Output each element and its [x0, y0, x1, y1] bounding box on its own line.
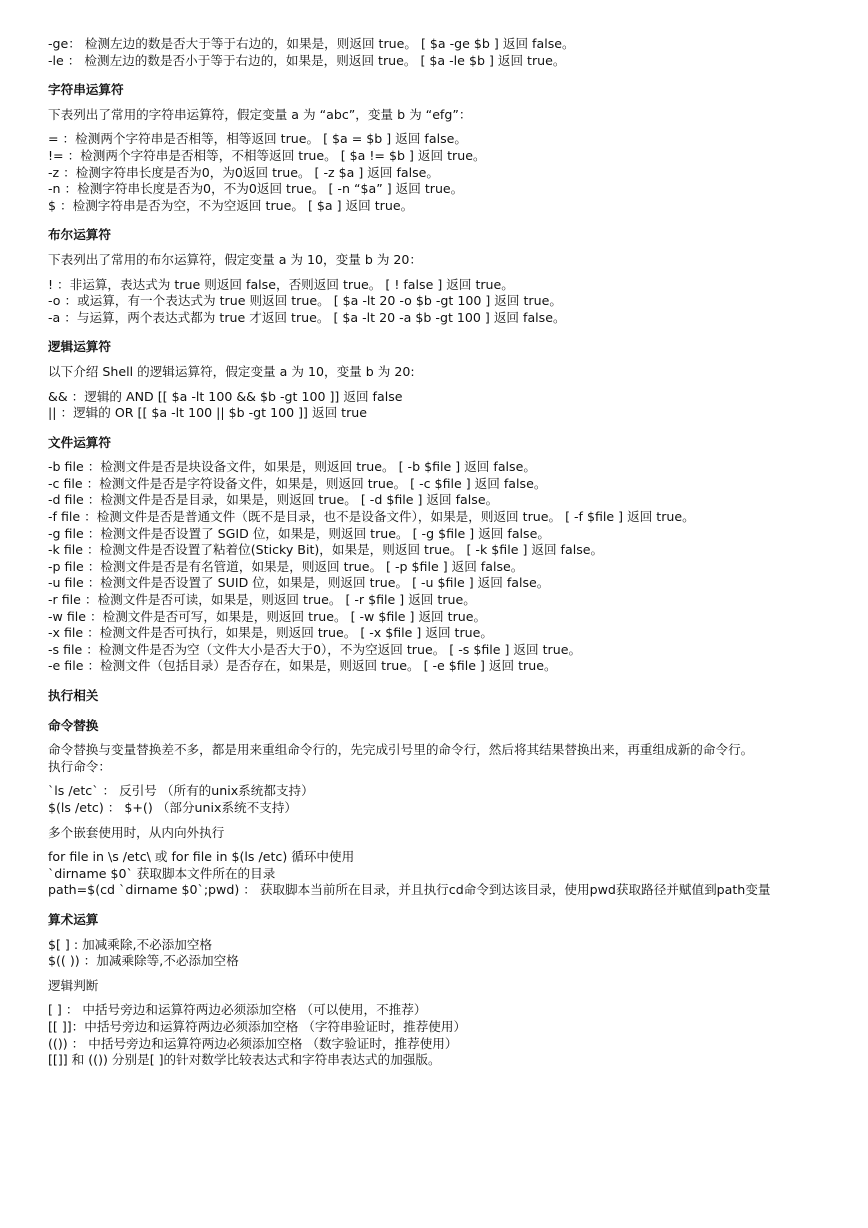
- list-item: `dirname $0` 获取脚本文件所在的目录: [48, 865, 276, 881]
- list-item: -e file ：检测文件（包括目录）是否存在，如果是，则返回 true。 [ -e $file ] 返回 true。: [48, 658, 557, 674]
- list-item: -x file ：检测文件是否可执行，如果是，则返回 true。 [ -x $file ] 返回 true。: [48, 625, 493, 641]
- list-item: -k file ：检测文件是否设置了粘着位(Sticky Bit)，如果是，则返回 true。 [ -k $file ] 返回 false。: [48, 542, 604, 558]
- list-item: || ：逻辑的 OR [[ $a -lt 100 || $b -gt 100 ]] 返回 true: [48, 405, 368, 421]
- list-item: (()) ： 中括号旁边和运算符两边必须添加空格 （数字验证时，推荐使用）: [48, 1035, 458, 1051]
- paragraph: 执行命令：: [48, 758, 111, 774]
- list-item: -w file ：检测文件是否可写，如果是，则返回 true。 [ -w $file ] 返回 true。: [48, 608, 487, 624]
- list-item: -f file ：检测文件是否是普通文件（既不是目录，也不是设备文件），如果是，则返回 true。 [ -f $file ] 返回 true。: [48, 509, 695, 525]
- list-item: [[]] 和 (()) 分别是[ ]的针对数学比较表达式和字符串表达式的加强版。: [48, 1052, 441, 1068]
- list-item: -c file ：检测文件是否是字符设备文件，如果是，则返回 true。 [ -c $file ] 返回 false。: [48, 475, 547, 491]
- section-intro: 下表列出了常用的字符串运算符，假定变量 a 为 “abc”，变量 b 为 “efg”：: [48, 106, 472, 122]
- list-item: -z ：检测字符串长度是否为0，为0返回 true。 [ -z $a ] 返回 false。: [48, 164, 440, 180]
- list-item: `ls /etc` ： 反引号 （所有的unix系统都支持）: [48, 783, 314, 799]
- list-item: ! ：非运算，表达式为 true 则返回 false，否则返回 true。 [ ! false ] 返回 true。: [48, 276, 514, 292]
- section-heading-file-ops: 文件运算符: [48, 434, 111, 450]
- section-heading-logic-ops: 逻辑运算符: [48, 339, 111, 355]
- list-item: $[ ] : 加减乘除,不必添加空格: [48, 936, 213, 952]
- section-heading-bool-ops: 布尔运算符: [48, 227, 111, 243]
- subsection-label-logic: 逻辑判断: [48, 977, 99, 993]
- list-item: && ：逻辑的 AND [[ $a -lt 100 && $b -gt 100 ]] 返回 false: [48, 388, 403, 404]
- list-item: [ ] ： 中括号旁边和运算符两边必须添加空格 （可以使用，不推荐）: [48, 1002, 427, 1018]
- document-page: [48, 36, 838, 1069]
- list-item: = ：检测两个字符串是否相等，相等返回 true。 [ $a = $b ] 返回 false。: [48, 131, 467, 147]
- section-heading-arith: 算术运算: [48, 911, 99, 927]
- list-item: -s file ：检测文件是否为空（文件大小是否大于0），不为空返回 true。 [ -s $file ] 返回 true。: [48, 641, 582, 657]
- list-item: -o ：或运算，有一个表达式为 true 则返回 true。 [ $a -lt 20 -o $b -gt 100 ] 返回 true。: [48, 293, 562, 309]
- list-item: $(( )) ：加减乘除等,不必添加空格: [48, 953, 239, 969]
- paragraph: 多个嵌套使用时，从内向外执行: [48, 824, 225, 840]
- section-heading-string-ops: 字符串运算符: [48, 82, 124, 98]
- list-item: -g file ：检测文件是否设置了 SGID 位，如果是，则返回 true。 [ -g $file ] 返回 false。: [48, 525, 550, 541]
- list-item: path=$(cd `dirname $0`;pwd) ： 获取脚本当前所在目录，并且执行cd命令到达该目录，使用pwd获取路径并赋值到path变量: [48, 882, 771, 898]
- list-item: $(ls /etc) ： $+() （部分unix系统不支持）: [48, 799, 298, 815]
- list-item: -b file ：检测文件是否是块设备文件，如果是，则返回 true。 [ -b $file ] 返回 false。: [48, 459, 536, 475]
- list-item: [[ ]]：中括号旁边和运算符两边必须添加空格 （字符串验证时，推荐使用）: [48, 1018, 467, 1034]
- list-item: -r file ：检测文件是否可读，如果是，则返回 true。 [ -r $file ] 返回 true。: [48, 592, 476, 608]
- section-intro: 以下介绍 Shell 的逻辑运算符，假定变量 a 为 10，变量 b 为 20:: [48, 363, 415, 379]
- list-item: -u file ：检测文件是否设置了 SUID 位，如果是，则返回 true。 [ -u $file ] 返回 false。: [48, 575, 550, 591]
- list-item: != ：检测两个字符串是否相等，不相等返回 true。 [ $a != $b ] 返回 true。: [48, 147, 486, 163]
- text-line: -le ： 检测左边的数是否小于等于右边的，如果是，则返回 true。 [ $a -le $b ] 返回 true。: [48, 52, 566, 68]
- subsection-heading-command-substitution: 命令替换: [48, 717, 99, 733]
- list-item: -n ：检测字符串长度是否为0，不为0返回 true。 [ -n “$a” ] 返回 true。: [48, 181, 464, 197]
- text-line: -ge： 检测左边的数是否大于等于右边的，如果是，则返回 true。 [ $a -ge $b ] 返回 false。: [48, 36, 575, 51]
- list-item: -p file ：检测文件是否是有名管道，如果是，则返回 true。 [ -p $file ] 返回 false。: [48, 558, 524, 574]
- list-item: for file in \s /etc\ 或 for file in $(ls /etc) 循环中使用: [48, 849, 355, 865]
- section-heading-exec: 执行相关: [48, 688, 99, 703]
- list-item: -a ：与运算，两个表达式都为 true 才返回 true。 [ $a -lt 20 -a $b -gt 100 ] 返回 false。: [48, 309, 566, 325]
- paragraph: 命令替换与变量替换差不多，都是用来重组命令行的，先完成引号里的命令行，然后将其结果替换出来，再重组成新的命令行。: [48, 742, 754, 758]
- list-item: -d file ：检测文件是否是目录，如果是，则返回 true。 [ -d $file ] 返回 false。: [48, 492, 499, 508]
- list-item: $ ：检测字符串是否为空，不为空返回 true。 [ $a ] 返回 true。: [48, 197, 414, 213]
- section-intro: 下表列出了常用的布尔运算符，假定变量 a 为 10，变量 b 为 20：: [48, 251, 423, 267]
